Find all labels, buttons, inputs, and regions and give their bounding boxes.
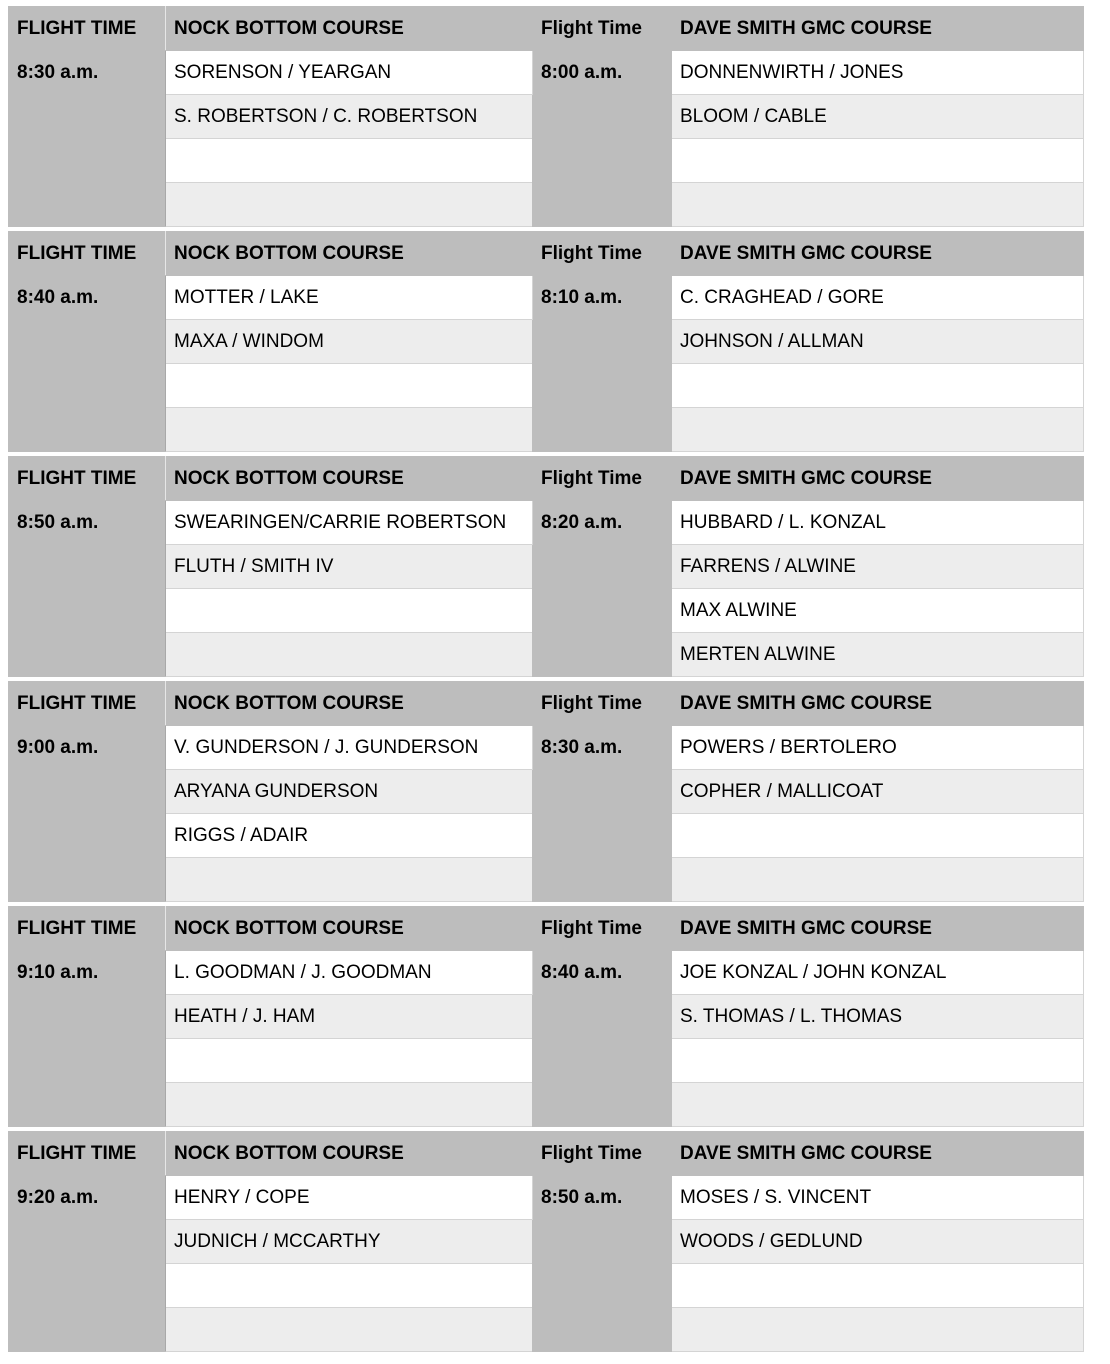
left-course-header: NOCK BOTTOM COURSE xyxy=(166,7,533,51)
left-player-pair xyxy=(166,139,533,183)
right-flight-time: 8:20 a.m. xyxy=(533,501,672,677)
flight-table xyxy=(8,681,1084,902)
left-course-header: NOCK BOTTOM COURSE xyxy=(166,232,533,276)
right-player-pair xyxy=(672,1308,1084,1352)
right-flight-time: 8:30 a.m. xyxy=(533,726,672,902)
left-player-pair xyxy=(166,183,533,227)
right-course-header: DAVE SMITH GMC COURSE xyxy=(672,682,1084,726)
right-flight-time: 8:50 a.m. xyxy=(533,1176,672,1352)
right-player-pair: JOE KONZAL / JOHN KONZAL xyxy=(672,951,1084,995)
left-flight-time: 9:10 a.m. xyxy=(9,951,166,1127)
right-player-pair xyxy=(672,1264,1084,1308)
left-flight-time-header: FLIGHT TIME xyxy=(9,682,166,726)
flight-header-row xyxy=(9,7,1084,51)
left-player-pair: L. GOODMAN / J. GOODMAN xyxy=(166,951,533,995)
left-player-pair: HEATH / J. HAM xyxy=(166,995,533,1039)
right-flight-time-header: Flight Time xyxy=(533,457,672,501)
left-player-pair: HENRY / COPE xyxy=(166,1176,533,1220)
right-course-header: DAVE SMITH GMC COURSE xyxy=(672,1132,1084,1176)
left-player-pair xyxy=(166,858,533,902)
right-player-pair: MAX ALWINE xyxy=(672,589,1084,633)
right-player-pair xyxy=(672,183,1084,227)
flight-table xyxy=(8,1131,1084,1352)
left-player-pair xyxy=(166,1308,533,1352)
right-player-pair xyxy=(672,1083,1084,1127)
left-player-pair xyxy=(166,408,533,452)
left-flight-time-header: FLIGHT TIME xyxy=(9,7,166,51)
flight-header-row xyxy=(9,1132,1084,1176)
right-flight-time-header: Flight Time xyxy=(533,682,672,726)
right-player-pair: HUBBARD / L. KONZAL xyxy=(672,501,1084,545)
right-course-header: DAVE SMITH GMC COURSE xyxy=(672,7,1084,51)
right-flight-time: 8:40 a.m. xyxy=(533,951,672,1127)
right-player-pair xyxy=(672,814,1084,858)
player-row xyxy=(9,726,1084,770)
player-row xyxy=(9,276,1084,320)
right-player-pair xyxy=(672,858,1084,902)
left-player-pair xyxy=(166,1039,533,1083)
right-flight-time: 8:00 a.m. xyxy=(533,51,672,227)
right-player-pair: BLOOM / CABLE xyxy=(672,95,1084,139)
left-player-pair: JUDNICH / MCCARTHY xyxy=(166,1220,533,1264)
right-player-pair xyxy=(672,139,1084,183)
left-player-pair: MAXA / WINDOM xyxy=(166,320,533,364)
left-player-pair: SWEARINGEN/CARRIE ROBERTSON xyxy=(166,501,533,545)
left-player-pair xyxy=(166,589,533,633)
left-player-pair: ARYANA GUNDERSON xyxy=(166,770,533,814)
left-player-pair xyxy=(166,364,533,408)
right-flight-time-header: Flight Time xyxy=(533,1132,672,1176)
left-course-header: NOCK BOTTOM COURSE xyxy=(166,457,533,501)
right-player-pair: S. THOMAS / L. THOMAS xyxy=(672,995,1084,1039)
left-player-pair: FLUTH / SMITH IV xyxy=(166,545,533,589)
left-player-pair xyxy=(166,633,533,677)
left-course-header: NOCK BOTTOM COURSE xyxy=(166,1132,533,1176)
right-player-pair: C. CRAGHEAD / GORE xyxy=(672,276,1084,320)
player-row xyxy=(9,951,1084,995)
right-flight-time-header: Flight Time xyxy=(533,7,672,51)
tee-time-schedule xyxy=(8,6,1083,1356)
right-course-header: DAVE SMITH GMC COURSE xyxy=(672,457,1084,501)
right-player-pair: COPHER / MALLICOAT xyxy=(672,770,1084,814)
right-player-pair xyxy=(672,364,1084,408)
right-course-header: DAVE SMITH GMC COURSE xyxy=(672,232,1084,276)
left-flight-time-header: FLIGHT TIME xyxy=(9,907,166,951)
right-player-pair: JOHNSON / ALLMAN xyxy=(672,320,1084,364)
right-player-pair: MOSES / S. VINCENT xyxy=(672,1176,1084,1220)
right-flight-time-header: Flight Time xyxy=(533,907,672,951)
player-row xyxy=(9,1176,1084,1220)
flight-table xyxy=(8,6,1084,227)
left-flight-time: 9:00 a.m. xyxy=(9,726,166,902)
flight-header-row xyxy=(9,682,1084,726)
left-flight-time-header: FLIGHT TIME xyxy=(9,232,166,276)
right-player-pair: WOODS / GEDLUND xyxy=(672,1220,1084,1264)
left-player-pair xyxy=(166,1083,533,1127)
flight-header-row xyxy=(9,907,1084,951)
right-player-pair: POWERS / BERTOLERO xyxy=(672,726,1084,770)
left-flight-time: 8:50 a.m. xyxy=(9,501,166,677)
flight-table xyxy=(8,231,1084,452)
left-flight-time: 8:30 a.m. xyxy=(9,51,166,227)
left-flight-time: 8:40 a.m. xyxy=(9,276,166,452)
right-course-header: DAVE SMITH GMC COURSE xyxy=(672,907,1084,951)
right-flight-time: 8:10 a.m. xyxy=(533,276,672,452)
left-course-header: NOCK BOTTOM COURSE xyxy=(166,907,533,951)
left-player-pair: SORENSON / YEARGAN xyxy=(166,51,533,95)
flight-header-row xyxy=(9,457,1084,501)
left-player-pair: V. GUNDERSON / J. GUNDERSON xyxy=(166,726,533,770)
right-player-pair: MERTEN ALWINE xyxy=(672,633,1084,677)
left-flight-time-header: FLIGHT TIME xyxy=(9,1132,166,1176)
left-player-pair: MOTTER / LAKE xyxy=(166,276,533,320)
right-player-pair xyxy=(672,1039,1084,1083)
player-row xyxy=(9,501,1084,545)
flight-table xyxy=(8,906,1084,1127)
right-player-pair xyxy=(672,408,1084,452)
right-player-pair: FARRENS / ALWINE xyxy=(672,545,1084,589)
left-course-header: NOCK BOTTOM COURSE xyxy=(166,682,533,726)
left-player-pair: S. ROBERTSON / C. ROBERTSON xyxy=(166,95,533,139)
left-player-pair xyxy=(166,1264,533,1308)
flight-header-row xyxy=(9,232,1084,276)
left-flight-time-header: FLIGHT TIME xyxy=(9,457,166,501)
player-row xyxy=(9,51,1084,95)
right-player-pair: DONNENWIRTH / JONES xyxy=(672,51,1084,95)
left-flight-time: 9:20 a.m. xyxy=(9,1176,166,1352)
left-player-pair: RIGGS / ADAIR xyxy=(166,814,533,858)
right-flight-time-header: Flight Time xyxy=(533,232,672,276)
flight-table xyxy=(8,456,1084,677)
